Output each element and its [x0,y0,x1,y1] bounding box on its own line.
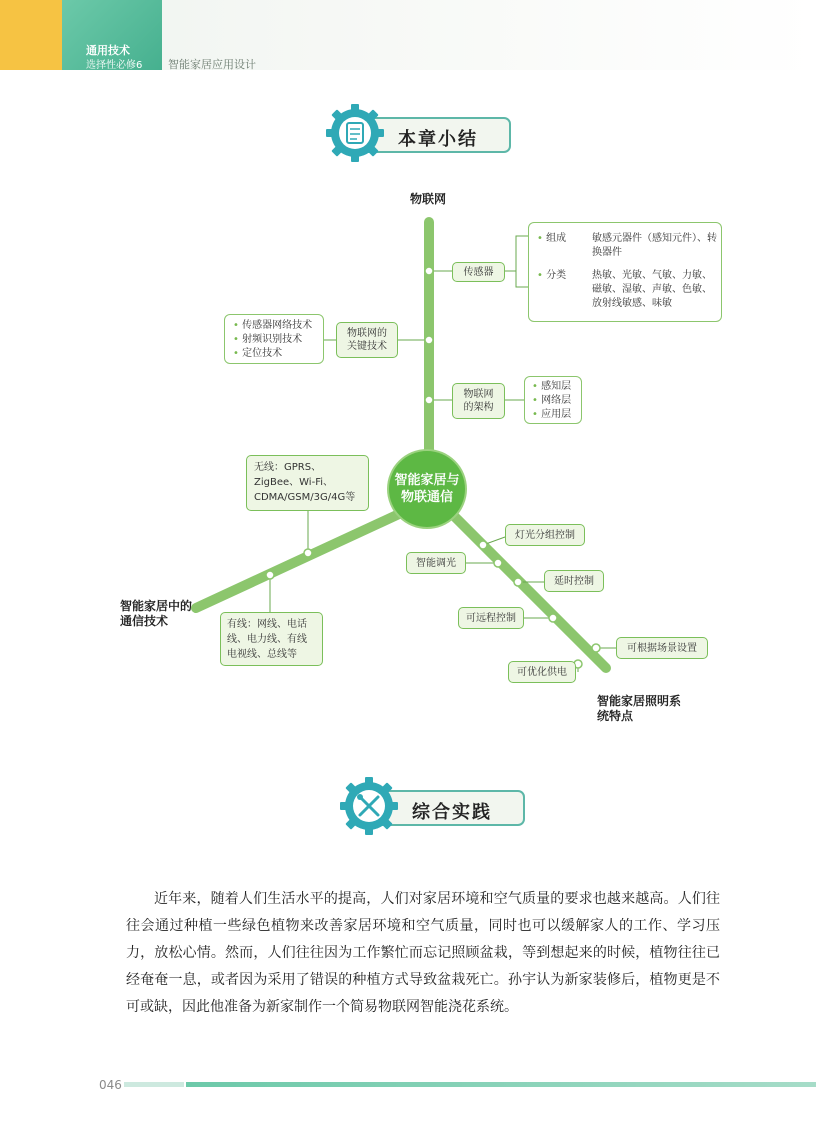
center-node: 智能家居与物联通信 [389,451,465,527]
footer-bar-right [186,1082,816,1087]
wireless-box: 无线：GPRS、ZigBee、Wi-Fi、CDMA/GSM/3G/4G等 [246,455,369,511]
sensor-class: 热敏、光敏、气敏、力敏、磁敏、湿敏、声敏、色敏、放射线敏感、味敏 [592,270,712,309]
key-tech-node: 物联网的关键技术 [336,322,398,358]
comm-title: 智能家居中的通信技术 [120,599,193,628]
header-chapter: 智能家居应用设计 [168,58,256,71]
wired-box: 有线：网线、电话线、电力线、有线电视线、总线等 [220,612,323,666]
lighting-item-5: 可根据场景设置 [616,637,708,659]
key-tech-list: • 传感器网络技术 • 射频识别技术 • 定位技术 [224,314,324,364]
lighting-item-4: 可远程控制 [458,607,524,629]
lighting-item-6: 可优化供电 [508,661,576,683]
sensor-detail-box: • 组成 敏感元器件（感知元件）、转换器件 • 分类 热敏、光敏、气敏、力敏、磁敏、湿敏、声敏、色敏、放射线敏感、味敏 [528,222,722,322]
footer-bar-left [124,1082,184,1087]
practice-title: 综合实践 [412,802,492,823]
lighting-item-3: 延时控制 [544,570,604,592]
gear-document-icon [326,104,384,162]
arch-item-3: 应用层 [541,409,572,420]
sensor-class-label: 分类 [546,270,567,281]
key-tech-item-2: 射频识别技术 [242,334,303,345]
lighting-item-1: 灯光分组控制 [505,524,585,546]
arch-list: • 感知层 • 网络层 • 应用层 [524,376,582,424]
summary-title: 本章小结 [398,129,478,150]
header-accent-yellow [0,0,62,70]
header-series: 通用技术 [86,44,130,57]
header-book: 选择性必修6 [86,60,143,71]
gear-tools-icon [340,777,398,835]
lighting-title: 智能家居照明系统特点 [597,694,682,723]
iot-title: 物联网 [410,192,447,206]
page-number: 046 [99,1078,122,1092]
arch-item-1: 感知层 [541,381,572,392]
arch-node: 物联网的架构 [452,383,505,419]
sensor-node: 传感器 [452,262,505,282]
key-tech-item-1: 传感器网络技术 [242,320,313,331]
lighting-item-2: 智能调光 [406,552,466,574]
sensor-composition-label: 组成 [546,233,567,244]
sensor-composition: 敏感元器件（感知元件）、转换器件 [592,233,717,258]
arch-item-2: 网络层 [541,395,572,406]
practice-paragraph: 近年来，随着人们生活水平的提高，人们对家居环境和空气质量的要求也越来越高。人们往往会通过种植一些绿色植物来改善家居环境和空气质量，同时也可以缓解家人的工作、学习压力，放松心情。然而，人们往往因为工作繁忙而忘记照顾盆栽，等到想起来的时候，植物往往已经奄奄一息，或者因为采用了错误的种植方式导致盆栽死亡。孙宇认为新家装修后，植物更是不可或缺，因此他准备为新家制作一个简易物联网智能浇花系统。 [126,891,720,1015]
key-tech-item-3: 定位技术 [242,348,283,359]
